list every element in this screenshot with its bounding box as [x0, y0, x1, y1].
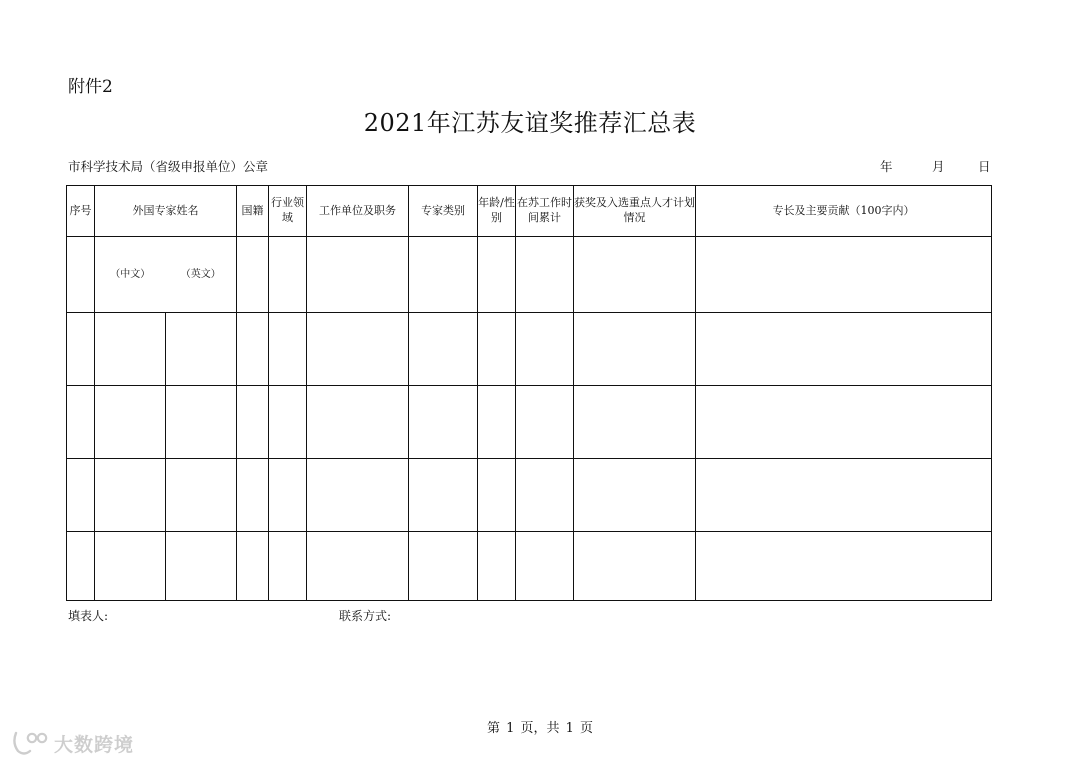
cell-name-chinese[interactable] [95, 532, 166, 600]
cell-name[interactable] [95, 459, 237, 532]
header-contribution: 专长及主要贡献（100字内） [696, 186, 992, 237]
header-industry: 行业领域 [269, 186, 307, 237]
cell-age-gender[interactable] [478, 313, 516, 386]
cell-nationality[interactable] [237, 532, 269, 601]
table-row [67, 313, 992, 386]
cell-name-chinese[interactable] [95, 459, 166, 531]
cell-industry[interactable] [269, 532, 307, 601]
cell-category[interactable] [409, 386, 478, 459]
cell-industry[interactable] [269, 313, 307, 386]
cell-contribution[interactable] [696, 237, 992, 313]
cell-age-gender[interactable] [478, 532, 516, 601]
cell-nationality[interactable] [237, 313, 269, 386]
cell-category[interactable] [409, 532, 478, 601]
table-header-row [67, 186, 992, 237]
name-subcolumns [95, 237, 236, 312]
cell-seq[interactable] [67, 313, 95, 386]
cell-name[interactable] [95, 237, 237, 313]
cell-time-in-jiangsu[interactable] [516, 532, 574, 601]
org-seal-line: 市科学技术局（省级申报单位）公章 [68, 159, 269, 174]
cell-nationality[interactable] [237, 237, 269, 313]
cell-seq[interactable] [67, 459, 95, 532]
cell-employer[interactable] [307, 313, 409, 386]
cell-employer[interactable] [307, 237, 409, 313]
name-english-label: （英文） [180, 268, 221, 280]
date-month-label: 月 [932, 159, 945, 174]
date-line [880, 157, 990, 175]
header-name: 外国专家姓名 [95, 186, 237, 237]
table-row [67, 459, 992, 532]
header-category: 专家类别 [409, 186, 478, 237]
filler-label: 填表人: [68, 609, 109, 623]
cell-awards[interactable] [574, 237, 696, 313]
cell-awards[interactable] [574, 386, 696, 459]
page-indicator: 第 1 页，共 1 页 [486, 721, 594, 736]
cell-industry[interactable] [269, 237, 307, 313]
cell-name[interactable] [95, 313, 237, 386]
cell-category[interactable] [409, 313, 478, 386]
cell-employer[interactable] [307, 386, 409, 459]
header-time-in-jiangsu: 在苏工作时间累计 [516, 186, 574, 237]
name-chinese-label: （中文） [110, 268, 151, 280]
recommendation-table [66, 185, 992, 601]
date-day-label: 日 [978, 159, 991, 174]
table-row [67, 532, 992, 601]
page-title: 2021年江苏友谊奖推荐汇总表 [363, 109, 697, 137]
cell-name[interactable] [95, 532, 237, 601]
cell-age-gender[interactable] [478, 459, 516, 532]
cell-industry[interactable] [269, 459, 307, 532]
cell-nationality[interactable] [237, 459, 269, 532]
cell-contribution[interactable] [696, 386, 992, 459]
cell-category[interactable] [409, 237, 478, 313]
cell-contribution[interactable] [696, 532, 992, 601]
header-age-gender: 年龄/性别 [478, 186, 516, 237]
cell-seq[interactable] [67, 237, 95, 313]
cell-time-in-jiangsu[interactable] [516, 459, 574, 532]
cell-name[interactable] [95, 386, 237, 459]
header-employer: 工作单位及职务 [307, 186, 409, 237]
cell-seq[interactable] [67, 532, 95, 601]
cell-age-gender[interactable] [478, 386, 516, 459]
annex-label: 附件2 [68, 77, 113, 97]
cell-name-english[interactable] [166, 459, 236, 531]
cell-awards[interactable] [574, 459, 696, 532]
header-seq: 序号 [67, 186, 95, 237]
cell-time-in-jiangsu[interactable] [516, 386, 574, 459]
table-row [67, 237, 992, 313]
cell-time-in-jiangsu[interactable] [516, 237, 574, 313]
table-row [67, 386, 992, 459]
cell-name-english[interactable] [166, 532, 236, 600]
cell-seq[interactable] [67, 386, 95, 459]
header-nationality: 国籍 [237, 186, 269, 237]
watermark-text: 大数跨境 [54, 733, 135, 756]
watermark-logo-icon [10, 729, 50, 757]
cell-name-english[interactable] [166, 386, 236, 458]
cell-employer[interactable] [307, 459, 409, 532]
cell-awards[interactable] [574, 532, 696, 601]
cell-name-chinese[interactable] [95, 386, 166, 458]
cell-nationality[interactable] [237, 386, 269, 459]
cell-industry[interactable] [269, 386, 307, 459]
cell-time-in-jiangsu[interactable] [516, 313, 574, 386]
date-year-label: 年 [880, 159, 893, 174]
contact-label: 联系方式: [339, 609, 392, 623]
cell-employer[interactable] [307, 532, 409, 601]
cell-contribution[interactable] [696, 313, 992, 386]
cell-name-chinese[interactable] [95, 313, 166, 385]
cell-age-gender[interactable] [478, 237, 516, 313]
header-awards: 获奖及入选重点人才计划情况 [574, 186, 696, 237]
cell-contribution[interactable] [696, 459, 992, 532]
cell-category[interactable] [409, 459, 478, 532]
cell-awards[interactable] [574, 313, 696, 386]
watermark [10, 728, 134, 758]
cell-name-english[interactable] [166, 313, 236, 385]
